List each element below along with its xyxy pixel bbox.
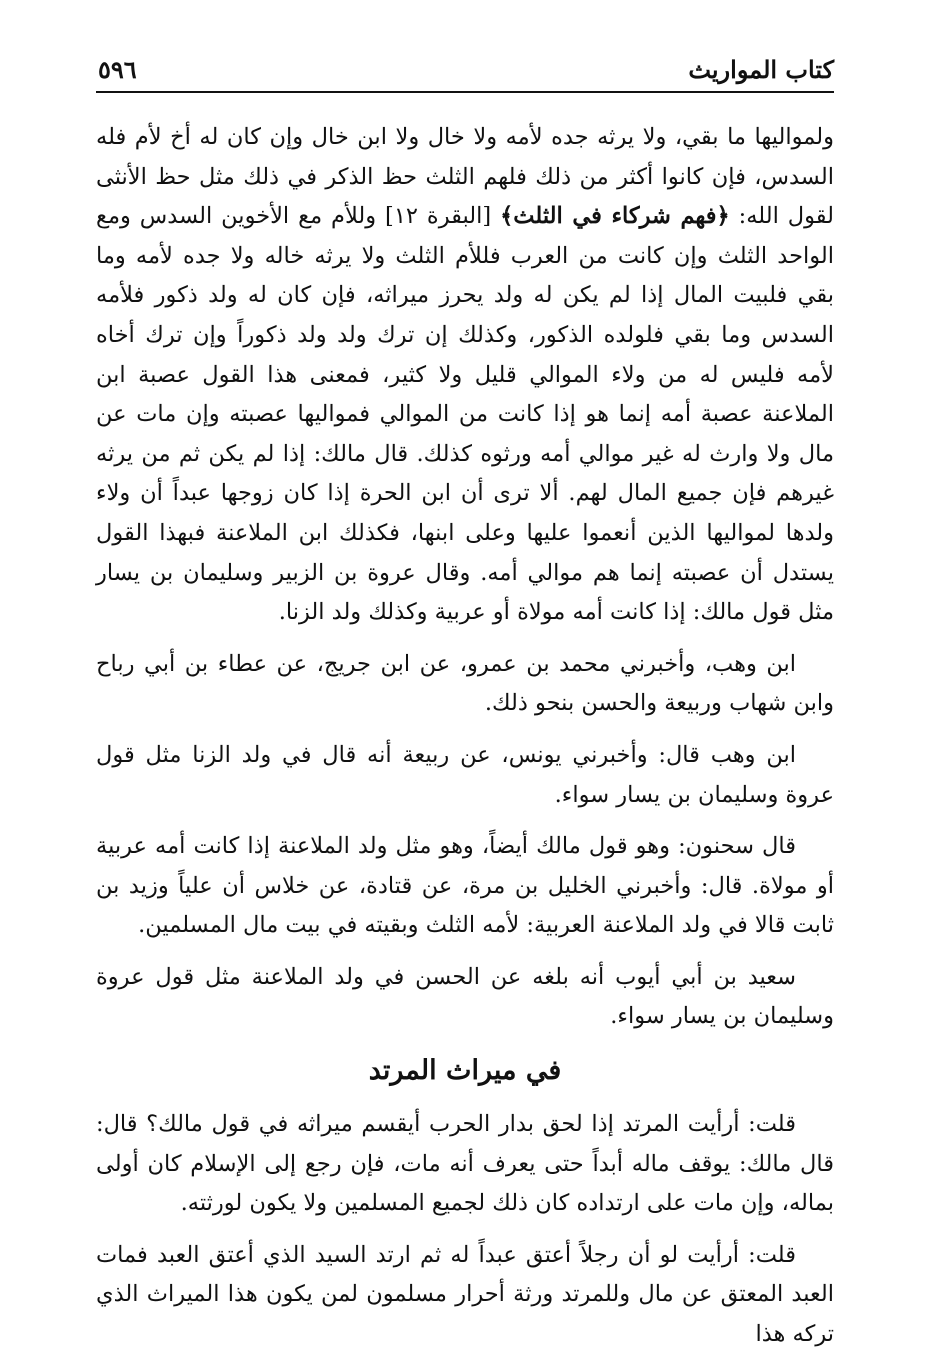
- paragraph-3: ابن وهب قال: وأخبرني يونس، عن ربيعة أنه قال في ولد الزنا مثل قول عروة وسليمان بن يسار سواء.: [96, 741, 834, 808]
- main-text: [96, 118, 834, 1367]
- paragraph-1: [96, 118, 834, 633]
- paragraph-5: سعيد بن أبي أيوب أنه بلغه عن الحسن في ولد الملاعنة مثل قول عروة وسليمان بن يسار سواء.: [96, 963, 834, 1030]
- header-rule: [96, 91, 834, 93]
- section-paragraph-2: قلت: أرأيت لو أن رجلاً أعتق عبداً له ثم ارتد السيد الذي أعتق العبد فمات العبد المعتق عن مال وللمرتد ورثة أحرار مسلمون لمن يكون هذا الميراث الذي تركه هذا: [96, 1241, 834, 1348]
- page-header: [96, 52, 834, 90]
- section-heading: في ميراث المرتد: [368, 1055, 562, 1087]
- paragraph-1-text-after: [البقرة ١٢] وللأم مع الأخوين السدس ومع الواحد الثلث وإن كانت من العرب فللأم الثلث ولا يرثه خاله ولا جده لأمه وما بقي فلبيت المال إذا لم يكن له ولد يحرز ميراثه، فإن كان له ولد ذكور فلأمه السدس وما بقي فلولده الذكور، وكذلك إن ترك ولد ولد ذكوراً وإن ترك أخاه لأمه فليس له من ولاء الموالي قليل ولا كثير، فمعنى هذا القول عصبة ابن الملاعنة عصبة أمه إنما هو إذا كانت من الموالي فمواليها عصبته وإن مات عن مال ولا وارث له غير موالي أمه ورثوه كذلك. قال مالك: إذا لم يكن ثم من يرثه غيرهم فإن جميع المال لهم. ألا ترى أن ابن الحرة إذا كان زوجها عبداً أن ولاء ولدها لمواليها الذين أنعموا عليها وعلى ابنها، فكذلك ابن الملاعنة فبهذا القول يستدل أن عصبته إنما هم موالي أمه. وقال عروة بن الزبير وسليمان بن يسار مثل قول مالك: إذا كانت أمه مولاة أو عربية وكذلك ولد الزنا.: [96, 203, 834, 626]
- paragraph-4: قال سحنون: وهو قول مالك أيضاً، وهو مثل ولد الملاعنة إذا كانت أمه عربية أو مولاة. قال: وأخبرني الخليل بن مرة، عن قتادة، عن خلاس أن علياً وزيد بن ثابت قالا في ولد الملاعنة العربية: لأمه الثلث وبقيته في بيت مال المسلمين.: [96, 833, 834, 939]
- section-paragraph-1: قلت: أرأيت المرتد إذا لحق بدار الحرب أيقسم ميراثه في قول مالك؟ قال: قال مالك: يوقف ماله أبداً حتى يعرف أنه مات، فإن رجع إلى الإسلام كان أولى بماله، وإن مات على ارتداده كان ذلك لجميع المسلمين ولا يكون لورثته.: [96, 1111, 834, 1217]
- running-title: كتاب المواريث: [688, 55, 834, 84]
- page-number: ٥٩٦: [98, 55, 137, 84]
- quran-quote: ﴿فهم شركاء في الثلث﴾: [500, 203, 730, 230]
- paragraph-2: ابن وهب، وأخبرني محمد بن عمرو، عن ابن جريج، عن عطاء بن أبي رباح وابن شهاب وربيعة والحسن بنحو ذلك.: [96, 650, 834, 717]
- paragraph-1-text-before: ولمواليها ما بقي، ولا يرثه جده لأمه ولا خال ولا ابن خال وإن كان له أخ لأم فله السدس، فإن كانوا أكثر من ذلك فلهم الثلث حظ الذكر في ذلك مثل حظ الأنثى لقول الله:: [96, 124, 834, 230]
